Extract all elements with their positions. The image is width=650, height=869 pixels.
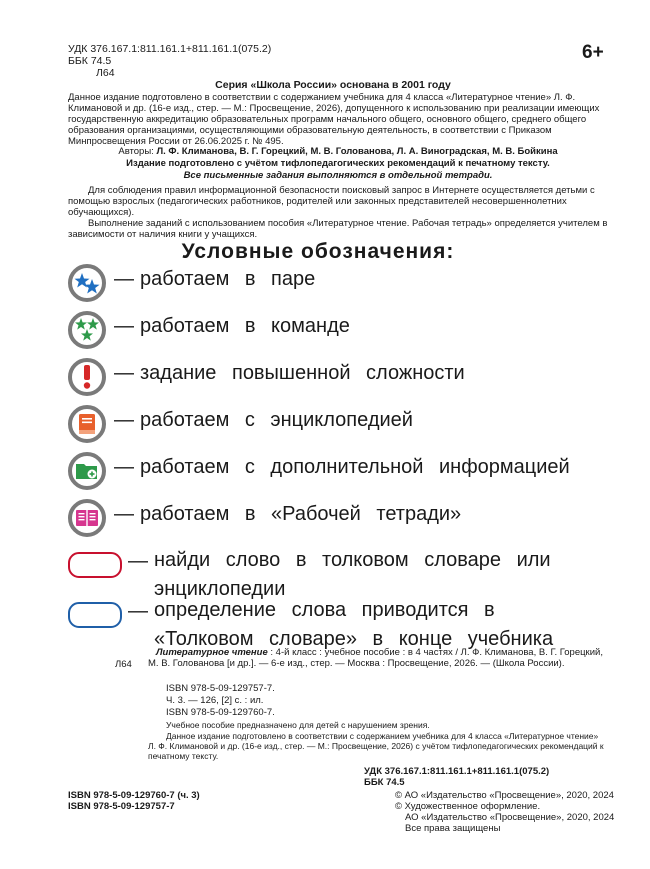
legend-item-dictionary xyxy=(68,546,574,600)
legend-dash: — xyxy=(114,362,134,384)
legend-text: определение слова приводится в «Толковом словаре» в конце учебника xyxy=(154,599,554,650)
authors-line xyxy=(68,146,608,157)
red-frame-icon xyxy=(68,552,122,578)
exclamation-icon xyxy=(68,358,106,396)
legend-title: Условные обозначения: xyxy=(181,240,455,263)
catalog-code: Л64 xyxy=(115,659,132,670)
all-rights: Все права защищены xyxy=(405,823,501,834)
tiflo-line: Издание подготовлено с учётом тифлопедагогических рекомендаций к печатному тексту. xyxy=(126,158,550,169)
folder-plus-icon xyxy=(68,452,106,490)
legend-text: задание повышенной сложности xyxy=(140,362,465,384)
legend-item-team xyxy=(68,311,350,353)
isbn-part: ISBN 978-5-09-129760-7 (ч. 3) xyxy=(68,790,200,801)
legend-dash: — xyxy=(114,315,134,337)
legend-item-encyclopedia xyxy=(68,405,413,447)
catalog-title-bold: Литературное чтение xyxy=(156,647,268,658)
catalog-title xyxy=(148,647,606,669)
authors-label: Авторы: xyxy=(118,146,154,157)
legend-item-pair xyxy=(68,264,315,306)
catalog-bbk: ББК 74.5 xyxy=(364,777,405,788)
legend-dash: — xyxy=(128,600,148,622)
copyright-2: © Художественное оформление. xyxy=(395,801,541,812)
author-code: Л64 xyxy=(96,67,115,79)
legend-dash: — xyxy=(128,550,148,572)
catalog-isbn1: ISBN 978-5-09-129757-7. xyxy=(166,683,275,694)
catalog-isbn2: ISBN 978-5-09-129760-7. xyxy=(166,707,275,718)
catalog-title-rest: : 4-й класс : учебное пособие : в 4 частях / Л. Ф. Климанова, В. Г. Горецкий, М. В. Голованова [и др.]. — 6-е изд., стер. — Москва : Просвещение, 2026. — (Школа России). xyxy=(148,647,603,669)
intro-paragraph: Данное издание подготовлено в соответствии с содержанием учебника для 4 класса «Литературное чтение» Л. Ф. Климановой и др. (16-е изд., стер. — М.: Просвещение, 2026), допущенного к использованию при реализации имеющих государственную аккредитацию образовательных программ начального общего, основного общего, среднего общего образования организациями, осуществляющими образовательную деятельность, в соответствии с Приказом Минпросвещения России от 26.06.2025 г. № 495. xyxy=(68,92,600,147)
copyright-1: © АО «Издательство «Просвещение», 2020, 2024 xyxy=(395,790,614,801)
book-icon xyxy=(68,405,106,443)
legend-text: найди слово в толковом словаре или энциклопедии xyxy=(154,549,551,600)
authors-names: Л. Ф. Климанова, В. Г. Горецкий, М. В. Голованова, Л. А. Виноградская, М. В. Бойкина xyxy=(156,146,558,157)
bbk-header: ББК 74.5 xyxy=(68,55,112,67)
open-book-icon xyxy=(68,499,106,537)
age-rating: 6+ xyxy=(582,42,604,63)
legend-item-advanced xyxy=(68,358,465,400)
legend-text: работаем в паре xyxy=(140,268,316,290)
legend-item-workbook xyxy=(68,499,461,541)
catalog-note2: Данное издание подготовлено в соответствии с содержанием учебника для 4 класса «Литературное чтение» Л. Ф. Климановой и др. (16-е изд., стер. — М.: Просвещение, 2026) с учётом тифлопедагогических рекомендаций к печатному тексту. xyxy=(148,731,604,761)
blue-frame-icon xyxy=(68,602,122,628)
legend-text: работаем с энциклопедией xyxy=(140,409,413,431)
isbn-total: ISBN 978-5-09-129757-7 xyxy=(68,801,175,812)
legend-dash: — xyxy=(114,456,134,478)
legend-dash: — xyxy=(114,503,134,525)
legend-dash: — xyxy=(114,268,134,290)
legend-text: работаем в команде xyxy=(140,315,350,337)
legend-text: работаем в «Рабочей тетради» xyxy=(140,503,462,525)
legend-dash: — xyxy=(114,409,134,431)
safety-paragraph: Для соблюдения правил информационной безопасности поисковый запрос в Интернете осуществляется детьми с помощью взрослых (педагогических работников, родителей или законных представителей несовершеннолетних обучающихся). xyxy=(68,185,595,218)
stars-team-icon xyxy=(68,311,106,349)
legend-text: работаем с дополнительной информацией xyxy=(140,456,570,478)
stars-pair-icon xyxy=(68,264,106,302)
catalog-note1: Учебное пособие предназначено для детей с нарушением зрения. xyxy=(166,720,430,730)
series-line: Серия «Школа России» основана в 2001 году xyxy=(215,79,451,91)
legend-item-additional-info xyxy=(68,452,570,494)
udk-header: УДК 376.167.1:811.161.1+811.161.1(075.2) xyxy=(68,43,272,55)
legend-item-glossary xyxy=(68,596,574,650)
catalog-udk: УДК 376.167.1:811.161.1+811.161.1(075.2) xyxy=(364,766,550,777)
notebook-line: Все письменные задания выполняются в отдельной тетради. xyxy=(183,170,493,181)
workbook-paragraph: Выполнение заданий с использованием пособия «Литературное чтение. Рабочая тетрадь» определяется учителем в зависимости от наличия книги у учащихся. xyxy=(68,218,608,240)
copyright-3: АО «Издательство «Просвещение», 2020, 2024 xyxy=(405,812,615,823)
catalog-part: Ч. 3. — 126, [2] с. : ил. xyxy=(166,695,264,706)
